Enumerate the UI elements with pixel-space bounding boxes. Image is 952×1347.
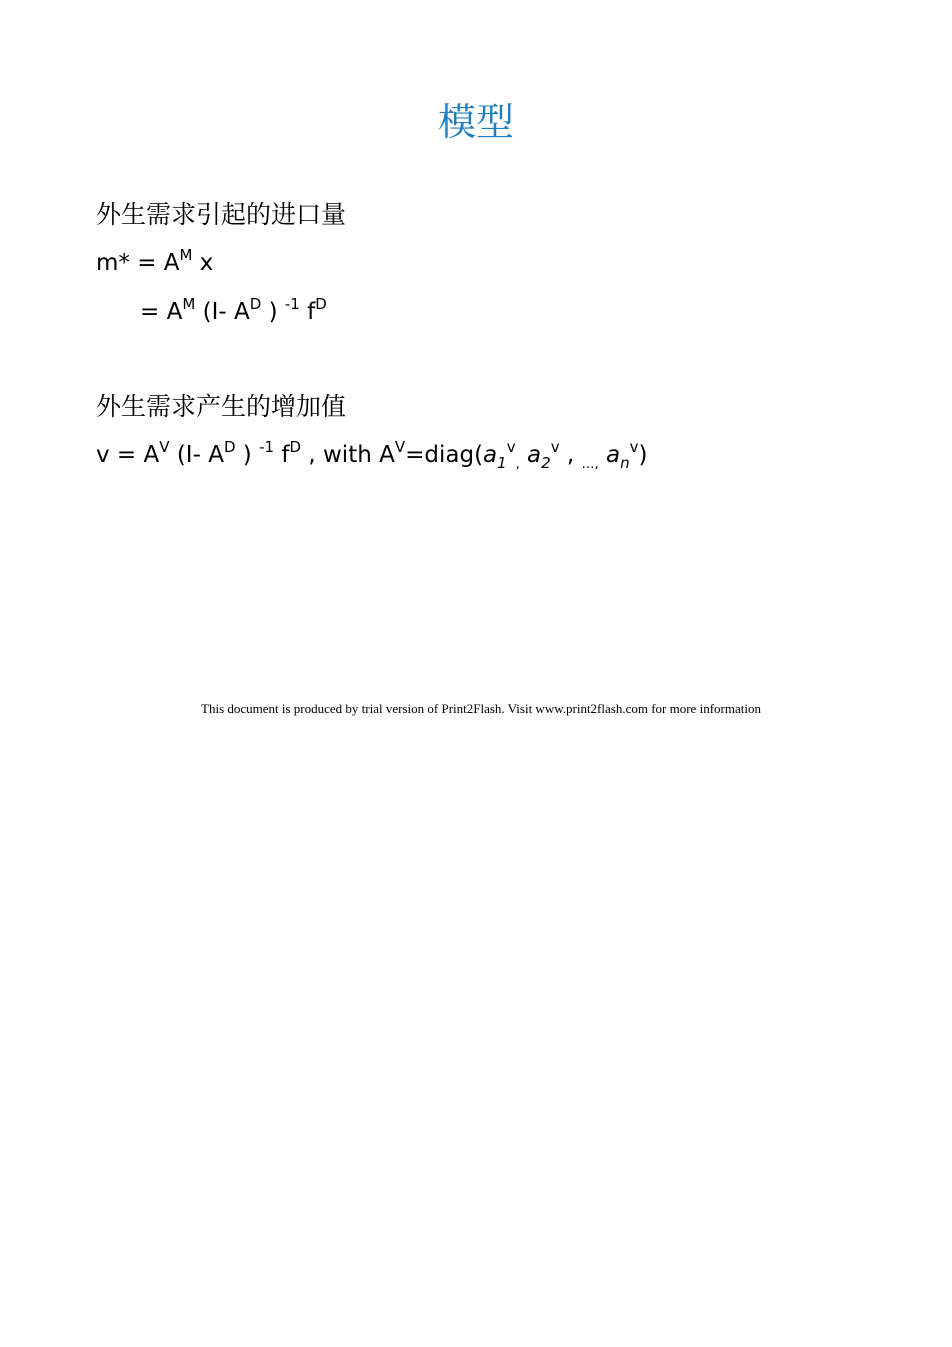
eq-sub: 2	[541, 454, 551, 472]
eq-sup: D	[315, 295, 327, 313]
eq-sup: M	[179, 246, 193, 264]
eq-text: (I- A	[195, 299, 250, 325]
eq-sup: V	[159, 438, 170, 456]
eq-text: …,	[581, 457, 599, 472]
eq-text: )	[235, 442, 260, 468]
eq-sub: n	[620, 454, 630, 472]
eq-text: = A	[140, 299, 183, 325]
section1-heading: 外生需求引起的进口量	[96, 200, 347, 229]
eq-sup: D	[289, 438, 302, 456]
eq-sup: v	[506, 438, 516, 456]
eq-text: x	[192, 250, 214, 276]
eq-sup: -1	[259, 438, 275, 456]
eq-text: =diag(	[405, 442, 484, 468]
eq-text: f	[299, 299, 316, 325]
eq-text: f	[274, 442, 290, 468]
eq-sup: v	[629, 438, 639, 456]
trial-notice: This document is produced by trial version of Print2Flash. Visit www.print2flash.com for more information	[201, 701, 761, 716]
eq-text: , with A	[301, 442, 395, 468]
eq-text: (I- A	[169, 442, 224, 468]
import-equation-expanded	[140, 295, 327, 329]
eq-var: a	[483, 442, 498, 468]
eq-text: )	[638, 442, 648, 468]
eq-sup: -1	[284, 295, 300, 313]
eq-sup: D	[249, 295, 262, 313]
eq-text: ,	[515, 457, 520, 472]
value-added-equation	[96, 438, 647, 472]
section2-heading: 外生需求产生的增加值	[96, 392, 347, 421]
eq-text: v = A	[96, 442, 160, 468]
eq-sup: v	[550, 438, 560, 456]
page-title: 模型	[437, 100, 514, 144]
eq-var: a	[527, 442, 542, 468]
import-equation	[96, 246, 213, 280]
eq-sup: V	[394, 438, 406, 456]
eq-lhs: m* = A	[96, 250, 180, 276]
eq-sup: D	[223, 438, 236, 456]
eq-text: ,	[559, 442, 582, 468]
eq-sup: M	[182, 295, 196, 313]
eq-var: a	[605, 442, 621, 468]
eq-text: )	[261, 299, 285, 325]
eq-sub: 1	[497, 454, 507, 472]
